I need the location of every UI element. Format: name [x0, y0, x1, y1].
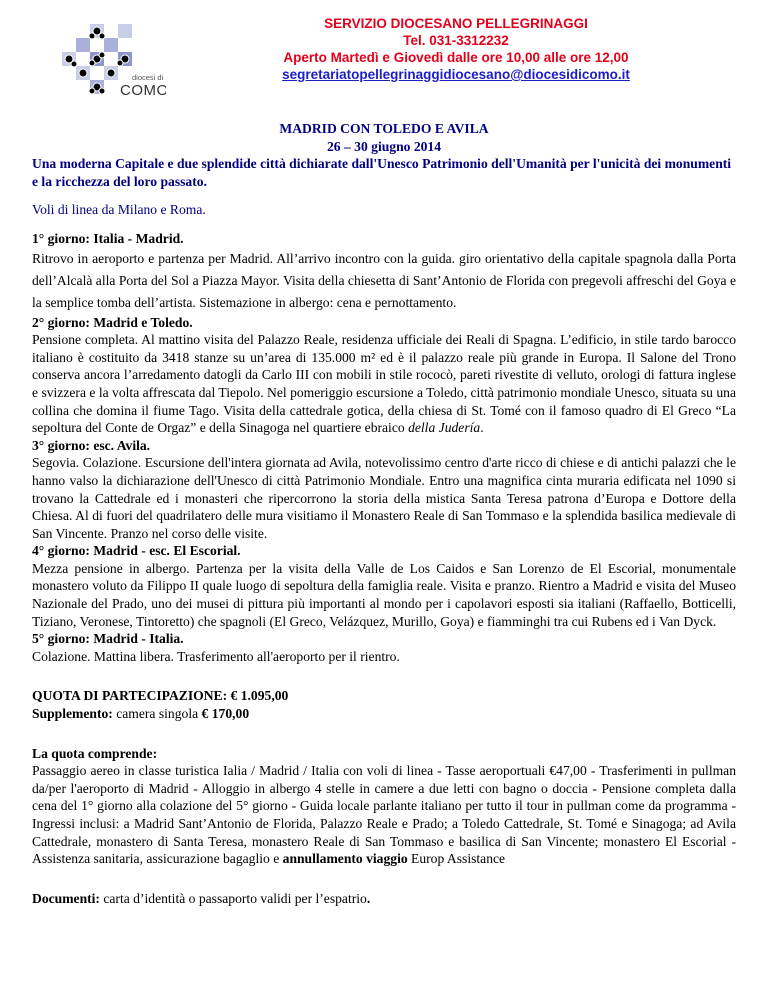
diocese-logo-graphic	[54, 22, 166, 104]
day-4-title: 4° giorno: Madrid - esc. El Escorial.	[32, 543, 241, 559]
trip-dates: 26 – 30 giugno 2014	[326, 138, 442, 154]
trip-title: MADRID CON TOLEDO E AVILA	[279, 121, 489, 136]
price-quota: QUOTA DI PARTECIPAZIONE: € 1.095,00	[32, 688, 289, 704]
includes-tail: Europ Assistance	[407, 851, 506, 867]
diocese-logo	[54, 22, 166, 104]
agency-email-link[interactable]: segretariatopellegrinaggidiocesano@diocesidicomo.it	[282, 67, 630, 82]
day-3-text: Segovia. Colazione. Escursione dell'intera giornata ad Avila, notevolissimo centro d'arte ricco di chiese e di antichi palazzi che le hanno valso la dichiarazione dell'Unesco di città Patrimonio Mondiale. Entro una magnifica cinta muraria edificata nel 1090 si trovano la Cattedrale ed i monasteri che ripercorrono la storia della mistica Santa Teresa patrona d’Europa e Dottore della Chiesa. Al di fuori del quadrilatero delle mura visitiamo il Monastero Reale di San Tommaso e la splendida basilica medievale di San Vincente. Pranzo nel corso delle visite.	[32, 455, 736, 541]
trip-subtitle: Una moderna Capitale e due splendide città dichiarate dall'Unesco Patrimonio dell'Umanità per l'unicità dei monumenti e la ricchezza del loro passato.	[32, 156, 732, 189]
documents-text: carta d’identità o passaporto validi per l’espatrio	[99, 890, 367, 906]
includes-title: La quota comprende:	[32, 745, 158, 761]
supplement-value: € 170,00	[201, 706, 250, 722]
supplement-text: camera singola	[112, 706, 202, 722]
documents-label: Documenti:	[32, 890, 100, 906]
document-body	[32, 120, 736, 907]
day-2-text-italic: della Judería	[408, 420, 481, 436]
agency-name: SERVIZIO DIOCESANO PELLEGRINAGGI	[324, 16, 588, 31]
includes-cancellation: annullamento viaggio	[282, 851, 408, 867]
day-3-title: 3° giorno: esc. Avila.	[32, 437, 151, 453]
documents-line	[32, 890, 736, 908]
logo-diocesi-label: diocesi di	[132, 73, 164, 82]
agency-opening-hours: Aperto Martedì e Giovedì dalle ore 10,00 alle ore 12,00	[283, 50, 629, 65]
agency-phone: Tel. 031-3312232	[403, 33, 509, 48]
documents-end: .	[366, 890, 371, 906]
supplement-label: Supplemento:	[32, 706, 113, 722]
agency-header	[206, 15, 706, 83]
includes-main: Passaggio aereo in classe turistica Ialia / Madrid / Italia con voli di linea - Tasse aeroportuali €47,00 - Trasferimenti in pullman da/per l'aeroporto di Madrid - Alloggio in albergo 4 stelle in camere a due letti con bagno o doccia - Pensione completa dalla cena del 1° giorno alla colazione del 5° giorno - Guida locale parlante italiano per tutto il tour in pullman come da programma - Ingressi inclusi: a Madrid Sant’Antonio de Florida, Palazzo Reale e Prado; a Toledo Cattedrale, St. Tomé e Sinagoga; ad Avila Cattedrale, monastero di Santa Teresa, monastero Reale di San Tommaso e basilica di San Vincente; monastero El Escorial - Assistenza sanitaria, assicurazione bagaglio e	[32, 763, 736, 867]
day-1-title: 1° giorno: Italia - Madrid.	[32, 230, 184, 246]
logo-como-label: COMO	[120, 82, 166, 99]
day-1-text: Ritrovo in aeroporto e partenza per Madrid. All’arrivo incontro con la guida. giro orientativo della capitale spagnola dalla Porta dell’Alcalà alla Porta del Sol a Piazza Mayor. Visita della chiesetta di Sant’Antonio de Florida con pregevoli affreschi del Goya e la semplice tomba dell’artista. Sistemazione in albergo: cena e pernottamento.	[32, 250, 736, 310]
day-2-text-end: .	[480, 420, 484, 436]
trip-flights-note: Voli di linea da Milano e Roma.	[32, 202, 206, 218]
day-5-text: Colazione. Mattina libera. Trasferimento all'aeroporto per il rientro.	[32, 648, 400, 664]
price-supplement	[32, 705, 736, 723]
day-4-text: Mezza pensione in albergo. Partenza per la visita della Valle de Los Caidos e San Lorenzo de El Escorial, monumentale monastero voluto da Filippo II quale luogo di sepoltura della famiglia reale. Visita e pranzo. Rientro a Madrid e visita del Museo Nazionale del Prado, uno dei musei di pittura più importanti al mondo per i capolavori esposti sia italiani (Raffaello, Botticelli, Tiziano, Veronese, Tintoretto) che spagnoli (El Greco, Velázquez, Murillo, Goya) e fiamminghi tra cui Rubens ed i Van Dyck.	[32, 560, 736, 629]
day-2-text-main: Pensione completa. Al mattino visita del Palazzo Reale, residenza ufficiale dei Reali di Spagna. L’edificio, in stile tardo barocco italiano è costituito da 3418 stanze su un’area di 135.000 m² ed è il palazzo reale più grande in Europa. Il Salone del Trono conserva ancora l’arredamento datogli da Carlo III con mobili in stile rococò, pareti rivestite di velluto, orologi di fattura inglese e svizzera e la volta affrescata dal Tiepolo. Nel pomeriggio escursione a Toledo, città patrimonio mondiale Unesco, situata su una collina che domina il fiume Tago. Visita della cattedrale gotica, della chiesa di St. Tomé con il famoso quadro di El Greco “La sepoltura del Conte de Orgaz” e della Sinagoga nel quartiere ebraico	[32, 332, 736, 436]
day-5-title: 5° giorno: Madrid - Italia.	[32, 631, 184, 647]
day-2-text	[32, 331, 736, 437]
day-2-title: 2° giorno: Madrid e Toledo.	[32, 314, 193, 330]
includes-text	[32, 762, 736, 868]
